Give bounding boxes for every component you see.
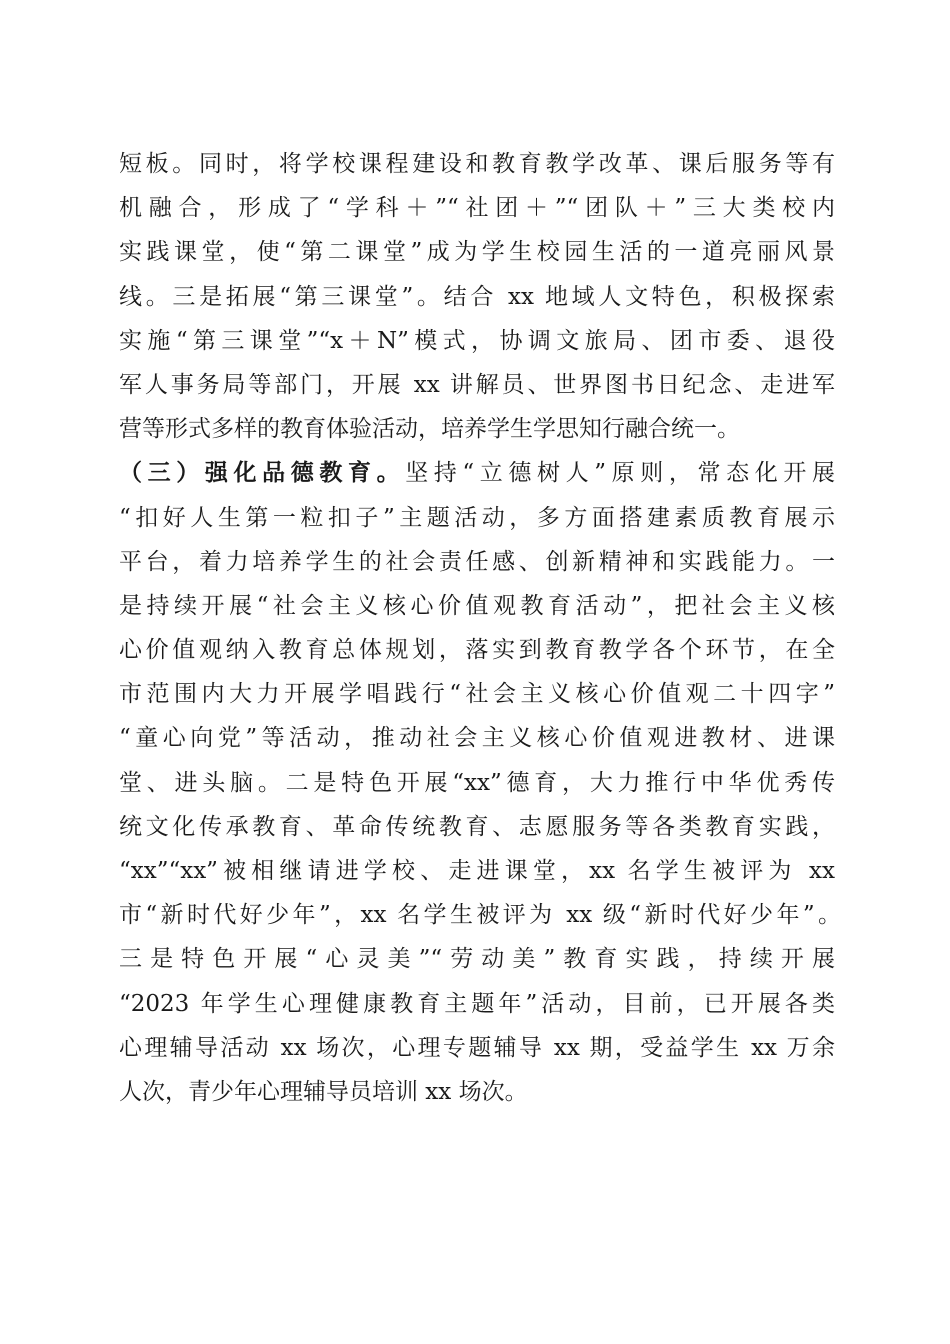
section-heading: （三）强化品德教育。: [119, 459, 406, 487]
text-line: 军人事务局等部门，开展 xx 讲解员、世界图书日纪念、走进军: [119, 371, 835, 398]
text-line: 实施“第三课堂”“x＋N”模式，协调文旅局、团市委、退役: [119, 327, 835, 354]
text-line: 平台，着力培养学生的社会责任感、创新精神和实践能力。一: [119, 548, 835, 575]
text-line: 心理辅导活动 xx 场次，心理专题辅导 xx 期，受益学生 xx 万余: [119, 1034, 835, 1061]
text-line: 统文化传承教育、革命传统教育、志愿服务等各类教育实践，: [119, 813, 835, 840]
text-line: 实践课堂，使“第二课堂”成为学生校园生活的一道亮丽风景: [119, 239, 835, 266]
text-line: 三是特色开展“心灵美”“劳动美”教育实践，持续开展: [119, 946, 835, 973]
section-heading-continuation: 坚持“立德树人”原则，常态化开展: [405, 460, 835, 487]
text-line: 堂、进头脑。二是特色开展“xx”德育，大力推行中华优秀传: [119, 769, 835, 796]
section-heading-line: [119, 451, 835, 495]
text-line: “2023 年学生心理健康教育主题年”活动，目前，已开展各类: [119, 990, 835, 1017]
text-line: 市“新时代好少年”，xx 名学生被评为 xx 级“新时代好少年”。: [119, 902, 841, 929]
body-text: [119, 142, 841, 1114]
text-line: 机融合，形成了“学科＋”“社团＋”“团队＋”三大类校内: [119, 195, 835, 222]
text-line: “扣好人生第一粒扣子”主题活动，多方面搭建素质教育展示: [119, 504, 835, 531]
text-line: “xx”“xx”被相继请进学校、走进课堂，xx 名学生被评为 xx: [119, 858, 835, 884]
text-line: 线。三是拓展“第三课堂”。结合 xx 地域人文特色，积极探索: [119, 283, 835, 310]
text-line: 短板。同时，将学校课程建设和教育教学改革、课后服务等有: [119, 151, 835, 177]
text-line: 市范围内大力开展学唱践行“社会主义核心价值观二十四字”: [119, 681, 835, 708]
text-line: “童心向党”等活动，推动社会主义核心价值观进教材、进课: [119, 725, 835, 752]
text-line: 心价值观纳入教育总体规划，落实到教育教学各个环节，在全: [119, 637, 835, 664]
text-line: 是持续开展“社会主义核心价值观教育活动”，把社会主义核: [119, 592, 835, 619]
text-line: 营等形式多样的教育体验活动，培养学生学思知行融合统一。: [119, 416, 740, 443]
text-line: 人次，青少年心理辅导员培训 xx 场次。: [119, 1078, 528, 1105]
